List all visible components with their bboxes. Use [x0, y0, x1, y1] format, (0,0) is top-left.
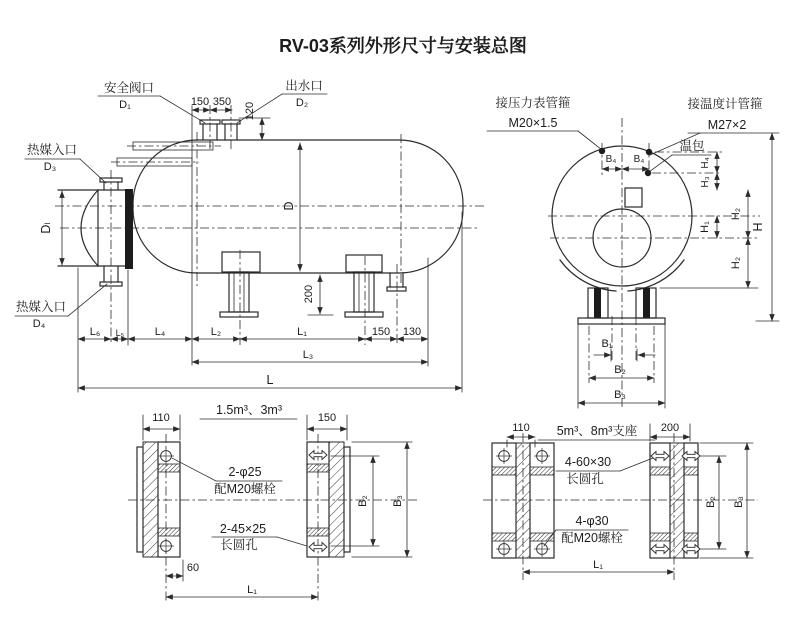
- callout-heat-inlet-bottom: 热媒入口: [15, 300, 67, 314]
- dim-L1-small: L₁: [247, 584, 257, 596]
- leg-left-base: [220, 312, 258, 317]
- callout-pressure-gauge-thread: M20×1.5: [508, 116, 558, 130]
- callout-bolt-holes-small-2: 配M20螺栓: [214, 482, 276, 496]
- dim-H2-lower: H₂: [730, 256, 742, 270]
- tank-structure: [58, 120, 463, 317]
- dim-120: 120: [244, 101, 256, 121]
- dim-130: 130: [402, 326, 422, 338]
- front-centerlines: [55, 105, 486, 345]
- dim-B3-side: B₃: [614, 389, 626, 401]
- support-plate-hatched-left: [143, 442, 158, 557]
- side-structure: [552, 133, 779, 324]
- callout-slot-holes-large-1: 4-60×30: [564, 455, 612, 469]
- saddle-arc-right: [628, 260, 684, 291]
- bolt-hole: [534, 541, 550, 557]
- dim-DL: Dₗ: [39, 222, 53, 234]
- bolt-hole: [158, 448, 174, 464]
- support-detail-large: [483, 422, 758, 580]
- detail-small-title: 1.5m³、3m³: [216, 403, 282, 417]
- callout-pressure-gauge: 接压力表管箍: [495, 96, 571, 110]
- dim-B2-large: B₂: [705, 496, 717, 508]
- callout-slot-holes-small-2: 长圆孔: [220, 538, 258, 552]
- dim-L1-large: L₁: [593, 559, 603, 571]
- dim-D: D: [282, 201, 296, 211]
- slot-hole: [651, 452, 669, 461]
- dim-B3-small: B₃: [392, 495, 404, 507]
- detail-large-title: 5m³、8m³支座: [556, 424, 638, 438]
- side-base-plate: [578, 318, 665, 324]
- slot-hole: [651, 545, 669, 554]
- callout-bolt-holes-large-2: 配M20螺栓: [561, 531, 623, 545]
- dim-H1: H₁: [699, 221, 711, 233]
- dim-H4: H₄: [700, 157, 711, 169]
- tag-d1: D₁: [119, 99, 131, 111]
- dim-L1: L₁: [297, 326, 307, 338]
- slot-hole: [682, 545, 700, 554]
- callout-bolt-holes-small-1: 2-φ25: [228, 465, 262, 479]
- dim-H: H: [751, 222, 765, 232]
- callout-thermometer: 接温度计管箍: [687, 97, 763, 111]
- dim-L2: L₂: [210, 326, 222, 338]
- dim-B2-small: B₂: [357, 495, 369, 507]
- tag-d4: D₄: [32, 318, 46, 330]
- saddle-right: [346, 255, 382, 272]
- callout-bolt-holes-large-1: 4-φ30: [575, 514, 609, 528]
- dim-B1: B₁: [601, 338, 613, 350]
- page-title: RV-03系列外形尺寸与安装总图: [279, 36, 527, 56]
- support-web-hatched-left: [516, 443, 530, 558]
- saddle-arc-left: [560, 260, 616, 291]
- support-web-hatched-right: [670, 443, 684, 558]
- callout-slot-holes-small-1: 2-45×25: [219, 522, 267, 536]
- callout-slot-holes-large-2: 长圆孔: [566, 472, 604, 486]
- pressure-gauge-boss: [599, 148, 605, 154]
- bolt-hole: [158, 538, 174, 554]
- leg-left: [229, 272, 249, 312]
- dim-200: 200: [303, 284, 315, 304]
- support-plate-hatched-right: [329, 442, 344, 557]
- front-dimensions: [62, 110, 462, 388]
- dim-150-top: 150: [190, 96, 210, 108]
- dim-150-small: 150: [317, 412, 337, 424]
- dim-B4-left: B₄: [605, 154, 617, 165]
- dim-110-small: 110: [152, 412, 170, 424]
- dim-L6: L₆: [89, 326, 101, 338]
- side-view: [487, 95, 779, 410]
- dim-L3: L₃: [302, 349, 314, 361]
- side-centerlines: [548, 118, 760, 410]
- small-dimensions: [143, 415, 412, 597]
- dim-L5: L₅: [115, 328, 125, 338]
- dim-B3-large: B₃: [733, 496, 745, 508]
- dim-H3: H₃: [700, 176, 711, 188]
- bolt-hole: [496, 541, 512, 557]
- dim-350-top: 350: [212, 96, 232, 108]
- callout-safety-valve: 安全阀口: [103, 81, 155, 95]
- saddle-left: [222, 252, 260, 272]
- front-extension-lines: [78, 106, 462, 392]
- bolt-hole: [534, 448, 550, 464]
- leg-right-base: [345, 312, 383, 317]
- nozzle-d2: [222, 120, 240, 124]
- dim-H2-upper: H₂: [730, 207, 742, 221]
- dim-150-leg: 150: [371, 326, 391, 338]
- callout-temperature-bulb: 温包: [679, 139, 705, 153]
- dim-B2-side: B₂: [614, 364, 626, 376]
- nozzle-stub-side: [625, 188, 642, 207]
- dim-200-large: 200: [660, 422, 680, 434]
- callout-water-outlet: 出水口: [285, 79, 323, 93]
- tank-shell-outline: [133, 140, 463, 273]
- tag-d3: D₃: [43, 161, 57, 173]
- front-view: [15, 78, 486, 392]
- head-flange: [125, 189, 133, 269]
- callout-thermometer-thread: M27×2: [707, 118, 747, 132]
- dim-110-large: 110: [512, 422, 530, 434]
- dim-L4: L₄: [154, 326, 166, 338]
- slot-hole: [682, 452, 700, 461]
- callout-heat-inlet-top: 热媒入口: [26, 143, 78, 157]
- dim-B4-right: B₄: [633, 154, 645, 165]
- tag-d2: D₂: [295, 97, 309, 109]
- dim-60: 60: [186, 562, 200, 574]
- support-detail-small: [128, 403, 418, 601]
- leg-right: [354, 272, 374, 312]
- dim-L: L: [266, 373, 274, 387]
- bolt-hole: [496, 448, 512, 464]
